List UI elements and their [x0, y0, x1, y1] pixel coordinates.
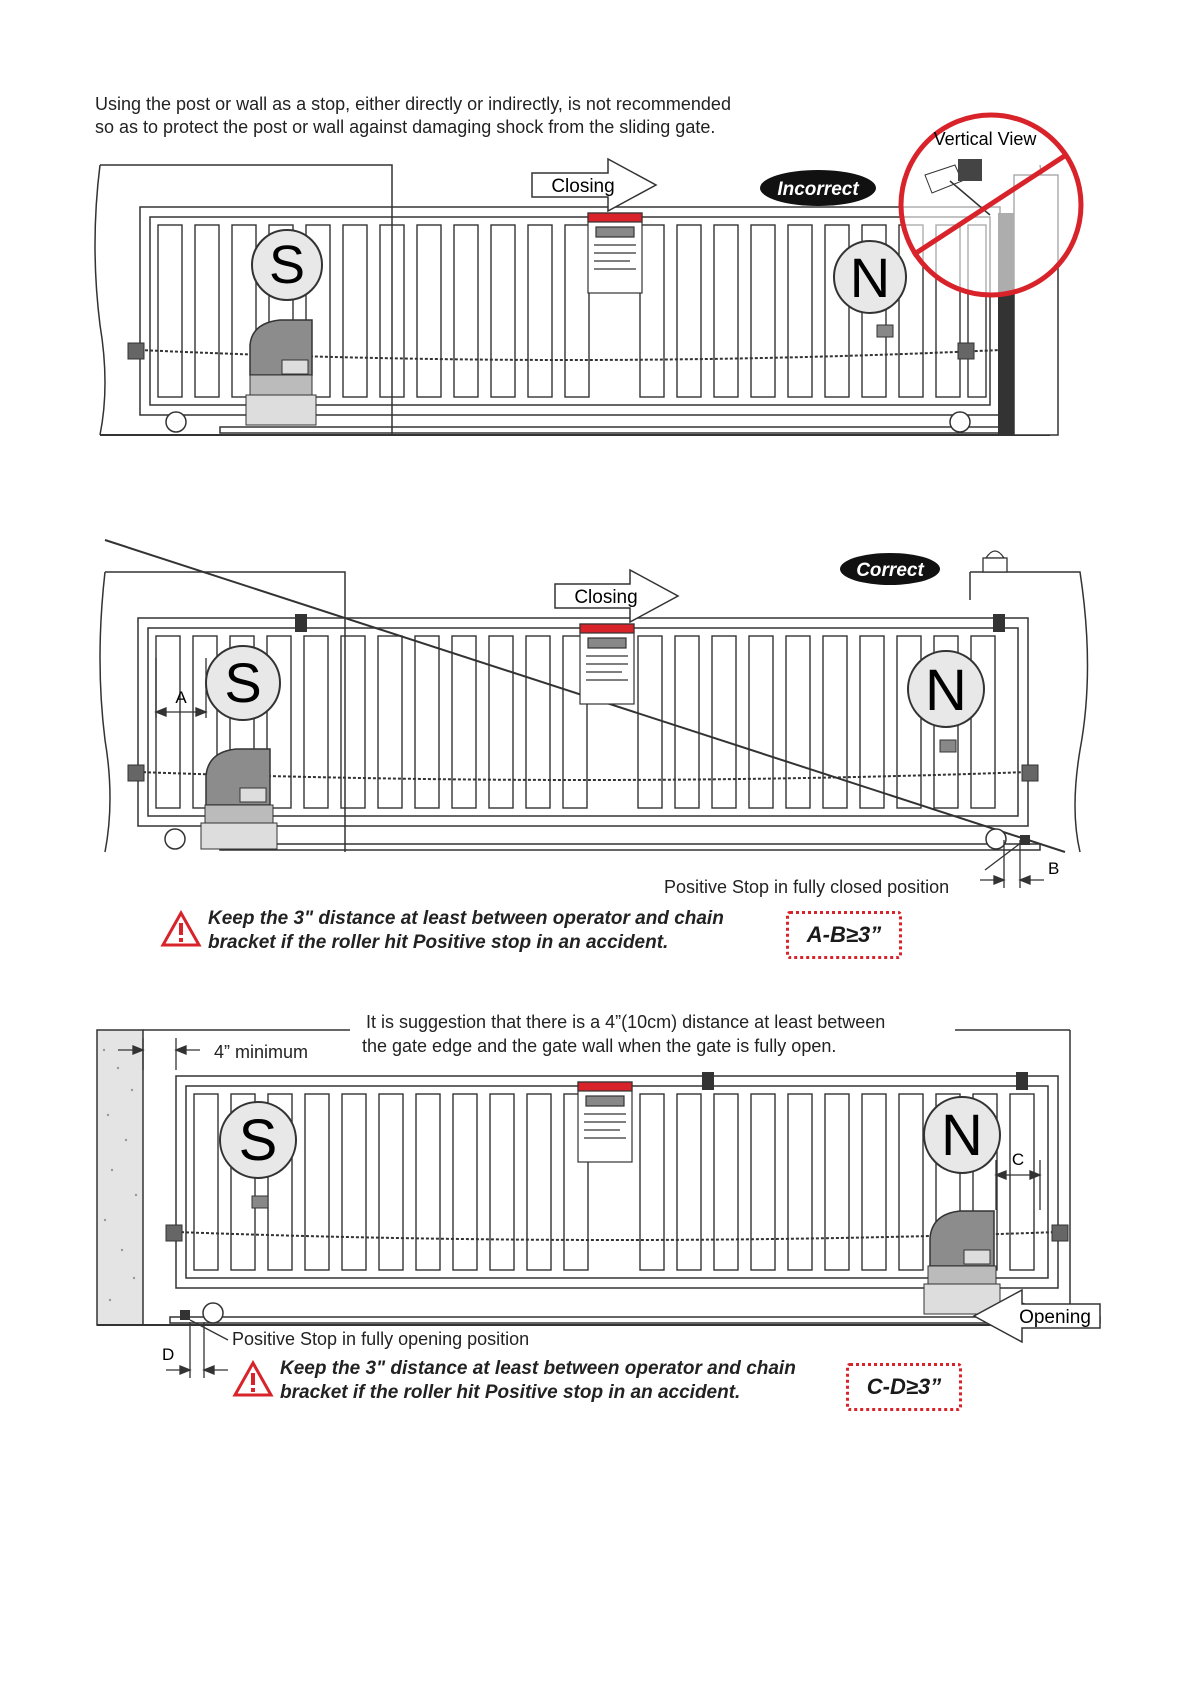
svg-text:Incorrect: Incorrect: [777, 179, 859, 200]
label-a: A: [175, 688, 187, 707]
svg-text:S: S: [238, 1108, 278, 1173]
diagram-correct: [0, 540, 1190, 878]
warning-lamp: [983, 551, 1007, 572]
minimum-label: 4” minimum: [214, 1042, 309, 1062]
warning-label-plate: [578, 1082, 632, 1162]
warning-label-plate: [580, 624, 634, 704]
positive-stop-open-label: Positive Stop in fully opening position: [232, 1329, 530, 1349]
suggestion-line-1: It is suggestion that there is a 4”(10cm) distance at least between: [362, 1010, 889, 1035]
positive-stop-open: [180, 1310, 190, 1320]
positive-stop-closed-label: Positive Stop in fully closed position: [664, 877, 950, 897]
closing-arrow: [532, 159, 656, 211]
incorrect-badge: [760, 170, 876, 206]
diagram-incorrect: [0, 129, 1190, 445]
chain-bracket-right: [1052, 1225, 1068, 1241]
label-d: D: [162, 1345, 175, 1364]
operator-motor-s: [201, 646, 280, 849]
formula-a-b: A-B≥3”: [786, 911, 902, 959]
warning-text-line-1: Keep the 3" distance at least between operator and chain: [208, 908, 724, 929]
operator-motor-s: [246, 230, 322, 425]
closing-arrow: [555, 570, 678, 622]
svg-text:N: N: [941, 1103, 983, 1168]
dimension-d: [166, 1320, 228, 1378]
svg-text:S: S: [224, 651, 262, 714]
suggestion-line-2: the gate edge and the gate wall when the gate is fully open.: [362, 1036, 837, 1056]
operator-motor-n: [908, 651, 984, 752]
intro-note-line-1: Using the post or wall as a stop, either directly or indirectly, is not recommended: [95, 94, 731, 114]
warning-text-line-2: bracket if the roller hit Positive stop in an accident.: [280, 1382, 741, 1403]
warning-triangle-icon: [232, 1360, 274, 1398]
svg-text:N: N: [925, 658, 967, 723]
svg-text:S: S: [268, 235, 306, 295]
label-b: B: [1048, 859, 1060, 878]
warning-text-line-2: bracket if the roller hit Positive stop in an accident.: [208, 932, 669, 953]
chain-bracket-right: [1022, 765, 1038, 781]
formula-c-d: C-D≥3”: [846, 1363, 962, 1411]
vertical-view-prohibited-sign: [901, 115, 1081, 295]
svg-text:Closing: Closing: [551, 176, 615, 197]
gate-bars: [156, 636, 995, 808]
positive-stop-closed: [1020, 835, 1030, 845]
warning-triangle-icon: [160, 910, 202, 948]
svg-text:Correct: Correct: [856, 560, 924, 581]
warning-text-line-1: Keep the 3" distance at least between operator and chain: [280, 1358, 796, 1379]
gate-wall: [97, 1030, 143, 1325]
svg-text:Vertical View: Vertical View: [933, 129, 1037, 149]
intro-note-line-2: so as to protect the post or wall against damaging shock from the sliding gate.: [95, 117, 716, 137]
svg-text:Closing: Closing: [574, 587, 638, 608]
chain-bracket-left: [128, 765, 144, 781]
operator-motor-n: [834, 241, 906, 337]
svg-text:Opening: Opening: [1019, 1307, 1091, 1328]
gate-wheels: [203, 1303, 1030, 1323]
correct-badge: [840, 553, 940, 585]
drive-chain: [138, 772, 1028, 780]
gate-wheels: [165, 829, 1006, 849]
chain-bracket-left: [166, 1225, 182, 1241]
label-c: C: [1011, 1150, 1025, 1169]
chain-bracket-right: [958, 343, 974, 359]
chain-bracket-left: [128, 343, 144, 359]
drive-chain: [176, 1232, 1058, 1240]
svg-text:N: N: [849, 246, 891, 309]
warning-label-plate: [588, 213, 642, 293]
